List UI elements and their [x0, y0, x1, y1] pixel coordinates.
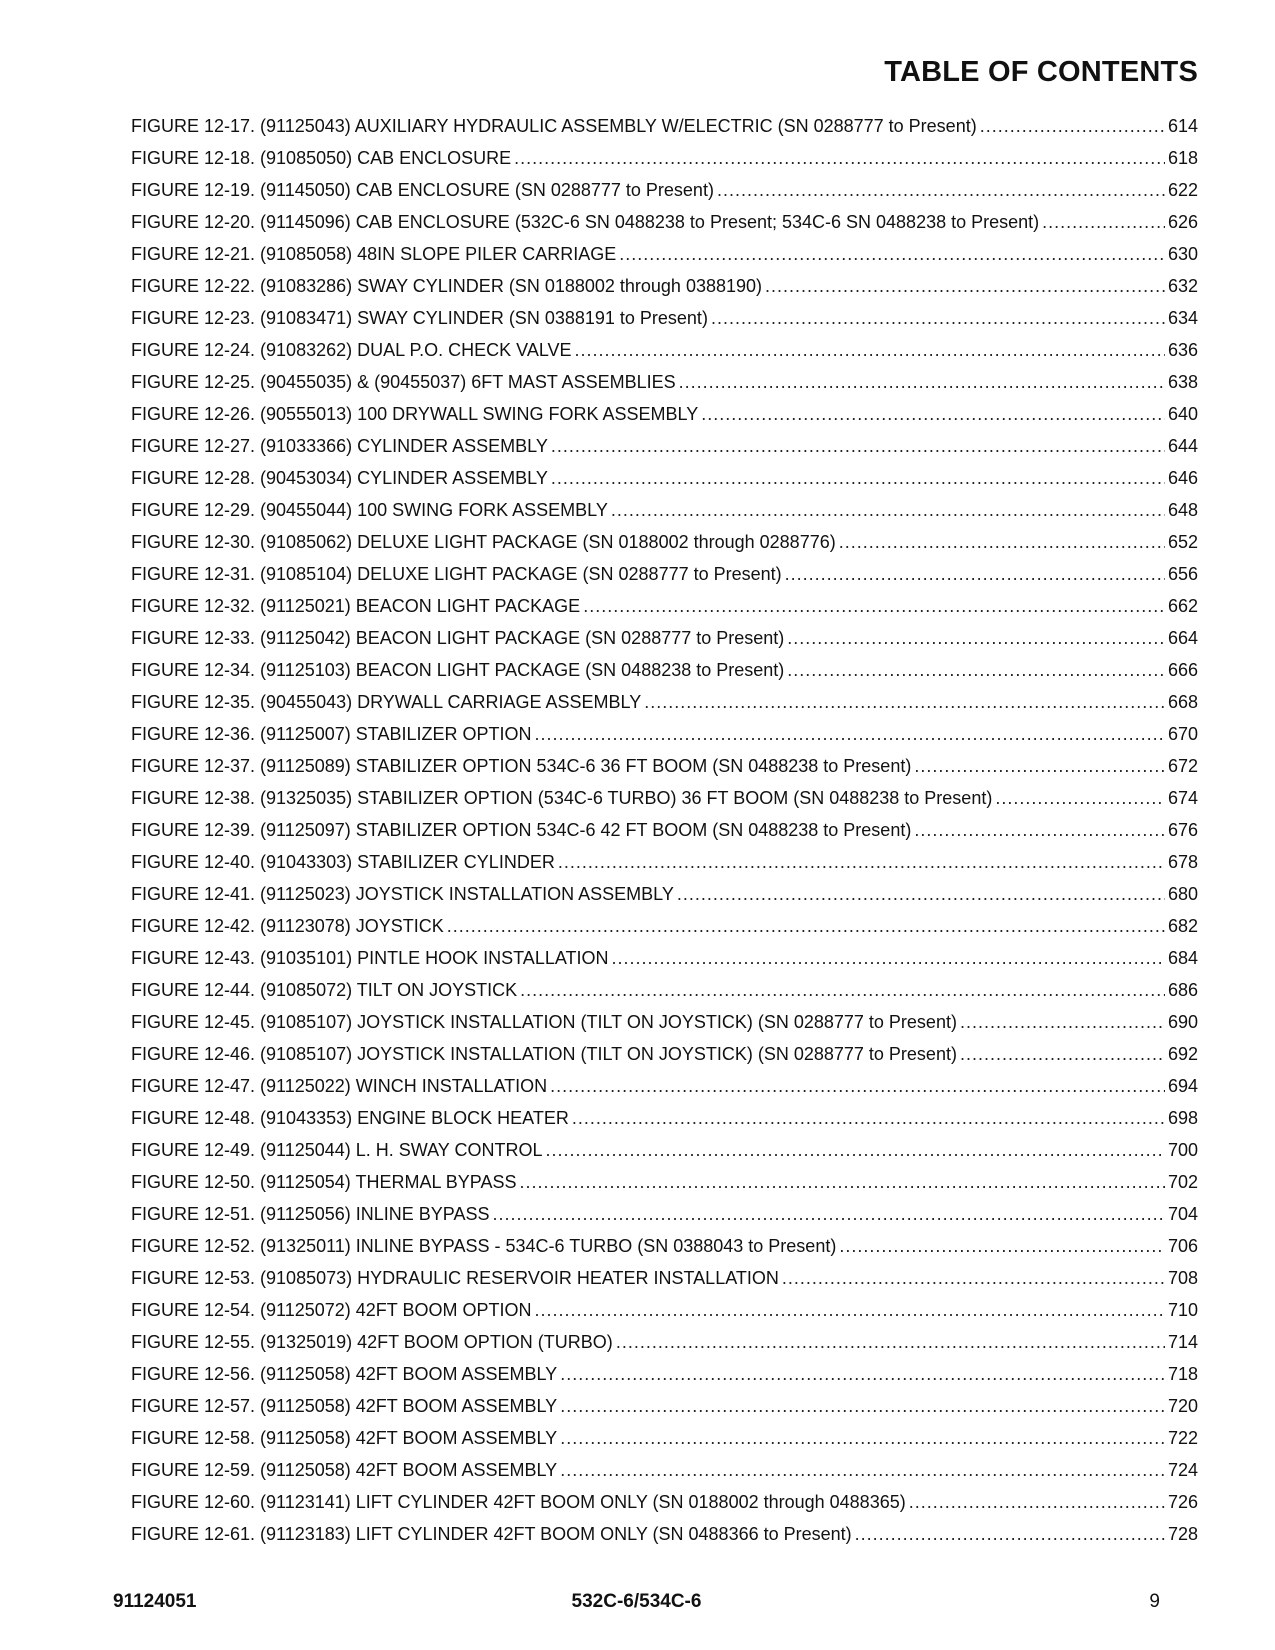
toc-entry-title: FIGURE 12-33. (91125042) BEACON LIGHT PACKAGE (SN 0288777 to Present)	[131, 628, 785, 648]
toc-entry-title: FIGURE 12-58. (91125058) 42FT BOOM ASSEMBLY	[131, 1428, 558, 1448]
toc-entry-page-number: 644	[1167, 436, 1198, 456]
dot-leader	[914, 814, 1165, 846]
dot-leader	[551, 462, 1165, 494]
toc-list	[131, 110, 1198, 1550]
toc-entry[interactable]	[131, 1486, 1198, 1518]
dot-leader	[575, 334, 1165, 366]
toc-entry-title: FIGURE 12-38. (91325035) STABILIZER OPTION (534C-6 TURBO) 36 FT BOOM (SN 0488238 to Present)	[131, 788, 993, 808]
toc-entry-page-number: 670	[1167, 724, 1198, 744]
dot-leader	[677, 878, 1165, 910]
dot-leader	[717, 174, 1165, 206]
toc-entry-page-number: 682	[1167, 916, 1198, 936]
toc-entry-page-number: 680	[1167, 884, 1198, 904]
toc-entry[interactable]	[131, 1294, 1198, 1326]
toc-entry[interactable]	[131, 238, 1198, 270]
toc-entry-page-number: 676	[1167, 820, 1198, 840]
toc-entry-title: FIGURE 12-44. (91085072) TILT ON JOYSTICK	[131, 980, 518, 1000]
dot-leader	[447, 910, 1165, 942]
toc-entry-page-number: 672	[1167, 756, 1198, 776]
toc-entry[interactable]	[131, 782, 1198, 814]
dot-leader	[787, 622, 1165, 654]
dot-leader	[782, 1262, 1165, 1294]
toc-entry-title: FIGURE 12-23. (91083471) SWAY CYLINDER (SN 0388191 to Present)	[131, 308, 708, 328]
toc-entry-title: FIGURE 12-37. (91125089) STABILIZER OPTION 534C-6 36 FT BOOM (SN 0488238 to Present)	[131, 756, 912, 776]
toc-entry[interactable]	[131, 430, 1198, 462]
toc-entry[interactable]	[131, 1166, 1198, 1198]
dot-leader	[551, 430, 1165, 462]
dot-leader	[560, 1390, 1165, 1422]
toc-entry-page-number: 656	[1167, 564, 1198, 584]
toc-entry-title: FIGURE 12-32. (91125021) BEACON LIGHT PACKAGE	[131, 596, 581, 616]
dot-leader	[611, 494, 1165, 526]
toc-entry[interactable]	[131, 398, 1198, 430]
toc-entry[interactable]	[131, 270, 1198, 302]
toc-entry-page-number: 652	[1167, 532, 1198, 552]
toc-entry-page-number: 722	[1167, 1428, 1198, 1448]
toc-entry[interactable]	[131, 1518, 1198, 1550]
toc-entry-title: FIGURE 12-34. (91125103) BEACON LIGHT PACKAGE (SN 0488238 to Present)	[131, 660, 785, 680]
dot-leader	[644, 686, 1165, 718]
toc-entry[interactable]	[131, 846, 1198, 878]
toc-entry-page-number: 710	[1167, 1300, 1198, 1320]
footer-page-number: 9	[1149, 1591, 1160, 1612]
toc-entry[interactable]	[131, 1198, 1198, 1230]
dot-leader	[1042, 206, 1165, 238]
toc-entry-page-number: 706	[1167, 1236, 1198, 1256]
dot-leader	[545, 1134, 1164, 1166]
toc-entry-title: FIGURE 12-41. (91125023) JOYSTICK INSTALLATION ASSEMBLY	[131, 884, 674, 904]
toc-entry[interactable]	[131, 622, 1198, 654]
toc-entry-page-number: 686	[1167, 980, 1198, 1000]
toc-entry[interactable]	[131, 1422, 1198, 1454]
dot-leader	[679, 366, 1165, 398]
dot-leader	[493, 1198, 1165, 1230]
toc-entry-page-number: 678	[1167, 852, 1198, 872]
toc-entry[interactable]	[131, 910, 1198, 942]
dot-leader	[612, 942, 1165, 974]
dot-leader	[583, 590, 1165, 622]
toc-entry[interactable]	[131, 334, 1198, 366]
toc-entry-page-number: 646	[1167, 468, 1198, 488]
toc-entry-title: FIGURE 12-24. (91083262) DUAL P.O. CHECK VALVE	[131, 340, 572, 360]
toc-entry[interactable]	[131, 718, 1198, 750]
toc-entry[interactable]	[131, 814, 1198, 846]
toc-entry-title: FIGURE 12-49. (91125044) L. H. SWAY CONTROL	[131, 1140, 543, 1160]
toc-entry-title: FIGURE 12-53. (91085073) HYDRAULIC RESERVOIR HEATER INSTALLATION	[131, 1268, 779, 1288]
dot-leader	[839, 1230, 1165, 1262]
toc-entry-title: FIGURE 12-35. (90455043) DRYWALL CARRIAGE ASSEMBLY	[131, 692, 642, 712]
toc-entry[interactable]	[131, 1390, 1198, 1422]
toc-entry-title: FIGURE 12-39. (91125097) STABILIZER OPTION 534C-6 42 FT BOOM (SN 0488238 to Present)	[131, 820, 912, 840]
toc-entry[interactable]	[131, 366, 1198, 398]
toc-entry-title: FIGURE 12-36. (91125007) STABILIZER OPTION	[131, 724, 532, 744]
toc-entry-page-number: 726	[1167, 1492, 1198, 1512]
toc-entry-page-number: 626	[1167, 212, 1198, 232]
toc-entry[interactable]	[131, 526, 1198, 558]
toc-entry-page-number: 720	[1167, 1396, 1198, 1416]
toc-entry-page-number: 636	[1167, 340, 1198, 360]
dot-leader	[514, 142, 1165, 174]
toc-entry-title: FIGURE 12-31. (91085104) DELUXE LIGHT PACKAGE (SN 0288777 to Present)	[131, 564, 782, 584]
toc-entry-page-number: 634	[1167, 308, 1198, 328]
toc-entry[interactable]	[131, 174, 1198, 206]
toc-entry-title: FIGURE 12-54. (91125072) 42FT BOOM OPTION	[131, 1300, 532, 1320]
dot-leader	[785, 558, 1165, 590]
toc-entry-title: FIGURE 12-42. (91123078) JOYSTICK	[131, 916, 444, 936]
toc-entry[interactable]	[131, 110, 1198, 142]
toc-entry-title: FIGURE 12-51. (91125056) INLINE BYPASS	[131, 1204, 490, 1224]
page-title: TABLE OF CONTENTS	[884, 56, 1198, 88]
dot-leader	[995, 782, 1165, 814]
toc-entry-title: FIGURE 12-27. (91033366) CYLINDER ASSEMBLY	[131, 436, 548, 456]
toc-entry-page-number: 622	[1167, 180, 1198, 200]
toc-entry-title: FIGURE 12-50. (91125054) THERMAL BYPASS	[131, 1172, 517, 1192]
toc-entry-page-number: 648	[1167, 500, 1198, 520]
toc-entry-title: FIGURE 12-59. (91125058) 42FT BOOM ASSEMBLY	[131, 1460, 558, 1480]
dot-leader	[909, 1486, 1165, 1518]
toc-entry[interactable]	[131, 942, 1198, 974]
toc-entry-page-number: 704	[1167, 1204, 1198, 1224]
toc-entry-title: FIGURE 12-22. (91083286) SWAY CYLINDER (SN 0188002 through 0388190)	[131, 276, 763, 296]
toc-entry-page-number: 668	[1167, 692, 1198, 712]
toc-entry[interactable]	[131, 1134, 1198, 1166]
dot-leader	[711, 302, 1165, 334]
toc-entry[interactable]	[131, 1326, 1198, 1358]
dot-leader	[855, 1518, 1165, 1550]
toc-entry-page-number: 630	[1167, 244, 1198, 264]
dot-leader	[914, 750, 1165, 782]
dot-leader	[550, 1070, 1165, 1102]
dot-leader	[960, 1006, 1165, 1038]
toc-entry[interactable]	[131, 654, 1198, 686]
toc-entry[interactable]	[131, 974, 1198, 1006]
toc-entry-page-number: 718	[1167, 1364, 1198, 1384]
toc-entry[interactable]	[131, 590, 1198, 622]
toc-entry-page-number: 684	[1167, 948, 1198, 968]
toc-entry-page-number: 694	[1167, 1076, 1198, 1096]
toc-entry[interactable]	[131, 302, 1198, 334]
toc-entry-title: FIGURE 12-20. (91145096) CAB ENCLOSURE (532C-6 SN 0488238 to Present; 534C-6 SN 0488238 to Present)	[131, 212, 1040, 232]
footer-document-number: 91124051	[113, 1591, 197, 1612]
toc-entry[interactable]	[131, 1262, 1198, 1294]
dot-leader	[560, 1454, 1165, 1486]
toc-entry-title: FIGURE 12-17. (91125043) AUXILIARY HYDRAULIC ASSEMBLY W/ELECTRIC (SN 0288777 to Present)	[131, 116, 977, 136]
dot-leader	[520, 1166, 1165, 1198]
dot-leader	[980, 110, 1165, 142]
toc-entry-page-number: 724	[1167, 1460, 1198, 1480]
toc-entry-page-number: 708	[1167, 1268, 1198, 1288]
toc-entry-title: FIGURE 12-40. (91043303) STABILIZER CYLINDER	[131, 852, 555, 872]
toc-entry-title: FIGURE 12-30. (91085062) DELUXE LIGHT PACKAGE (SN 0188002 through 0288776)	[131, 532, 836, 552]
toc-entry-title: FIGURE 12-45. (91085107) JOYSTICK INSTALLATION (TILT ON JOYSTICK) (SN 0288777 to Present)	[131, 1012, 957, 1032]
toc-entry-page-number: 662	[1167, 596, 1198, 616]
toc-entry-title: FIGURE 12-47. (91125022) WINCH INSTALLATION	[131, 1076, 548, 1096]
dot-leader	[558, 846, 1165, 878]
toc-entry-page-number: 664	[1167, 628, 1198, 648]
toc-entry-title: FIGURE 12-43. (91035101) PINTLE HOOK INSTALLATION	[131, 948, 609, 968]
dot-leader	[572, 1102, 1165, 1134]
toc-entry[interactable]	[131, 750, 1198, 782]
toc-entry-title: FIGURE 12-48. (91043353) ENGINE BLOCK HEATER	[131, 1108, 569, 1128]
toc-entry-title: FIGURE 12-55. (91325019) 42FT BOOM OPTION (TURBO)	[131, 1332, 613, 1352]
toc-entry-page-number: 728	[1167, 1524, 1198, 1544]
toc-entry-page-number: 692	[1167, 1044, 1198, 1064]
toc-entry-title: FIGURE 12-25. (90455035) & (90455037) 6FT MAST ASSEMBLIES	[131, 372, 676, 392]
toc-entry-title: FIGURE 12-18. (91085050) CAB ENCLOSURE	[131, 148, 512, 168]
toc-entry-title: FIGURE 12-28. (90453034) CYLINDER ASSEMBLY	[131, 468, 548, 488]
dot-leader	[534, 718, 1164, 750]
toc-entry[interactable]	[131, 1454, 1198, 1486]
dot-leader	[701, 398, 1165, 430]
page-footer	[113, 1591, 1160, 1619]
toc-entry[interactable]	[131, 1358, 1198, 1390]
dot-leader	[560, 1422, 1165, 1454]
dot-leader	[560, 1358, 1165, 1390]
toc-entry[interactable]	[131, 1230, 1198, 1262]
toc-entry-title: FIGURE 12-52. (91325011) INLINE BYPASS - 534C-6 TURBO (SN 0388043 to Present)	[131, 1236, 837, 1256]
dot-leader	[616, 1326, 1165, 1358]
toc-entry[interactable]	[131, 878, 1198, 910]
toc-entry[interactable]	[131, 1102, 1198, 1134]
toc-entry-page-number: 638	[1167, 372, 1198, 392]
toc-entry[interactable]	[131, 206, 1198, 238]
toc-entry-title: FIGURE 12-60. (91123141) LIFT CYLINDER 42FT BOOM ONLY (SN 0188002 through 0488365)	[131, 1492, 906, 1512]
toc-entry[interactable]	[131, 1006, 1198, 1038]
toc-entry-page-number: 674	[1167, 788, 1198, 808]
toc-entry-page-number: 618	[1167, 148, 1198, 168]
toc-entry-title: FIGURE 12-56. (91125058) 42FT BOOM ASSEMBLY	[131, 1364, 558, 1384]
toc-entry[interactable]	[131, 142, 1198, 174]
toc-entry-title: FIGURE 12-61. (91123183) LIFT CYLINDER 42FT BOOM ONLY (SN 0488366 to Present)	[131, 1524, 852, 1544]
toc-entry-page-number: 690	[1167, 1012, 1198, 1032]
toc-entry-page-number: 632	[1167, 276, 1198, 296]
toc-entry-title: FIGURE 12-19. (91145050) CAB ENCLOSURE (SN 0288777 to Present)	[131, 180, 714, 200]
dot-leader	[839, 526, 1165, 558]
dot-leader	[534, 1294, 1164, 1326]
toc-entry[interactable]	[131, 558, 1198, 590]
dot-leader	[787, 654, 1165, 686]
toc-entry-page-number: 640	[1167, 404, 1198, 424]
dot-leader	[765, 270, 1165, 302]
toc-entry[interactable]	[131, 1070, 1198, 1102]
toc-entry-page-number: 614	[1167, 116, 1198, 136]
toc-entry[interactable]	[131, 1038, 1198, 1070]
toc-entry-title: FIGURE 12-57. (91125058) 42FT BOOM ASSEMBLY	[131, 1396, 558, 1416]
toc-entry[interactable]	[131, 462, 1198, 494]
toc-entry[interactable]	[131, 494, 1198, 526]
toc-entry-title: FIGURE 12-21. (91085058) 48IN SLOPE PILER CARRIAGE	[131, 244, 617, 264]
toc-entry-page-number: 700	[1167, 1140, 1198, 1160]
toc-entry-page-number: 714	[1167, 1332, 1198, 1352]
dot-leader	[619, 238, 1165, 270]
toc-entry-page-number: 702	[1167, 1172, 1198, 1192]
toc-entry-page-number: 666	[1167, 660, 1198, 680]
toc-entry-title: FIGURE 12-46. (91085107) JOYSTICK INSTALLATION (TILT ON JOYSTICK) (SN 0288777 to Present)	[131, 1044, 957, 1064]
toc-entry-title: FIGURE 12-26. (90555013) 100 DRYWALL SWING FORK ASSEMBLY	[131, 404, 699, 424]
dot-leader	[960, 1038, 1165, 1070]
toc-entry-title: FIGURE 12-29. (90455044) 100 SWING FORK ASSEMBLY	[131, 500, 608, 520]
dot-leader	[520, 974, 1165, 1006]
footer-model: 532C-6/534C-6	[571, 1591, 702, 1612]
toc-entry-page-number: 698	[1167, 1108, 1198, 1128]
toc-entry[interactable]	[131, 686, 1198, 718]
